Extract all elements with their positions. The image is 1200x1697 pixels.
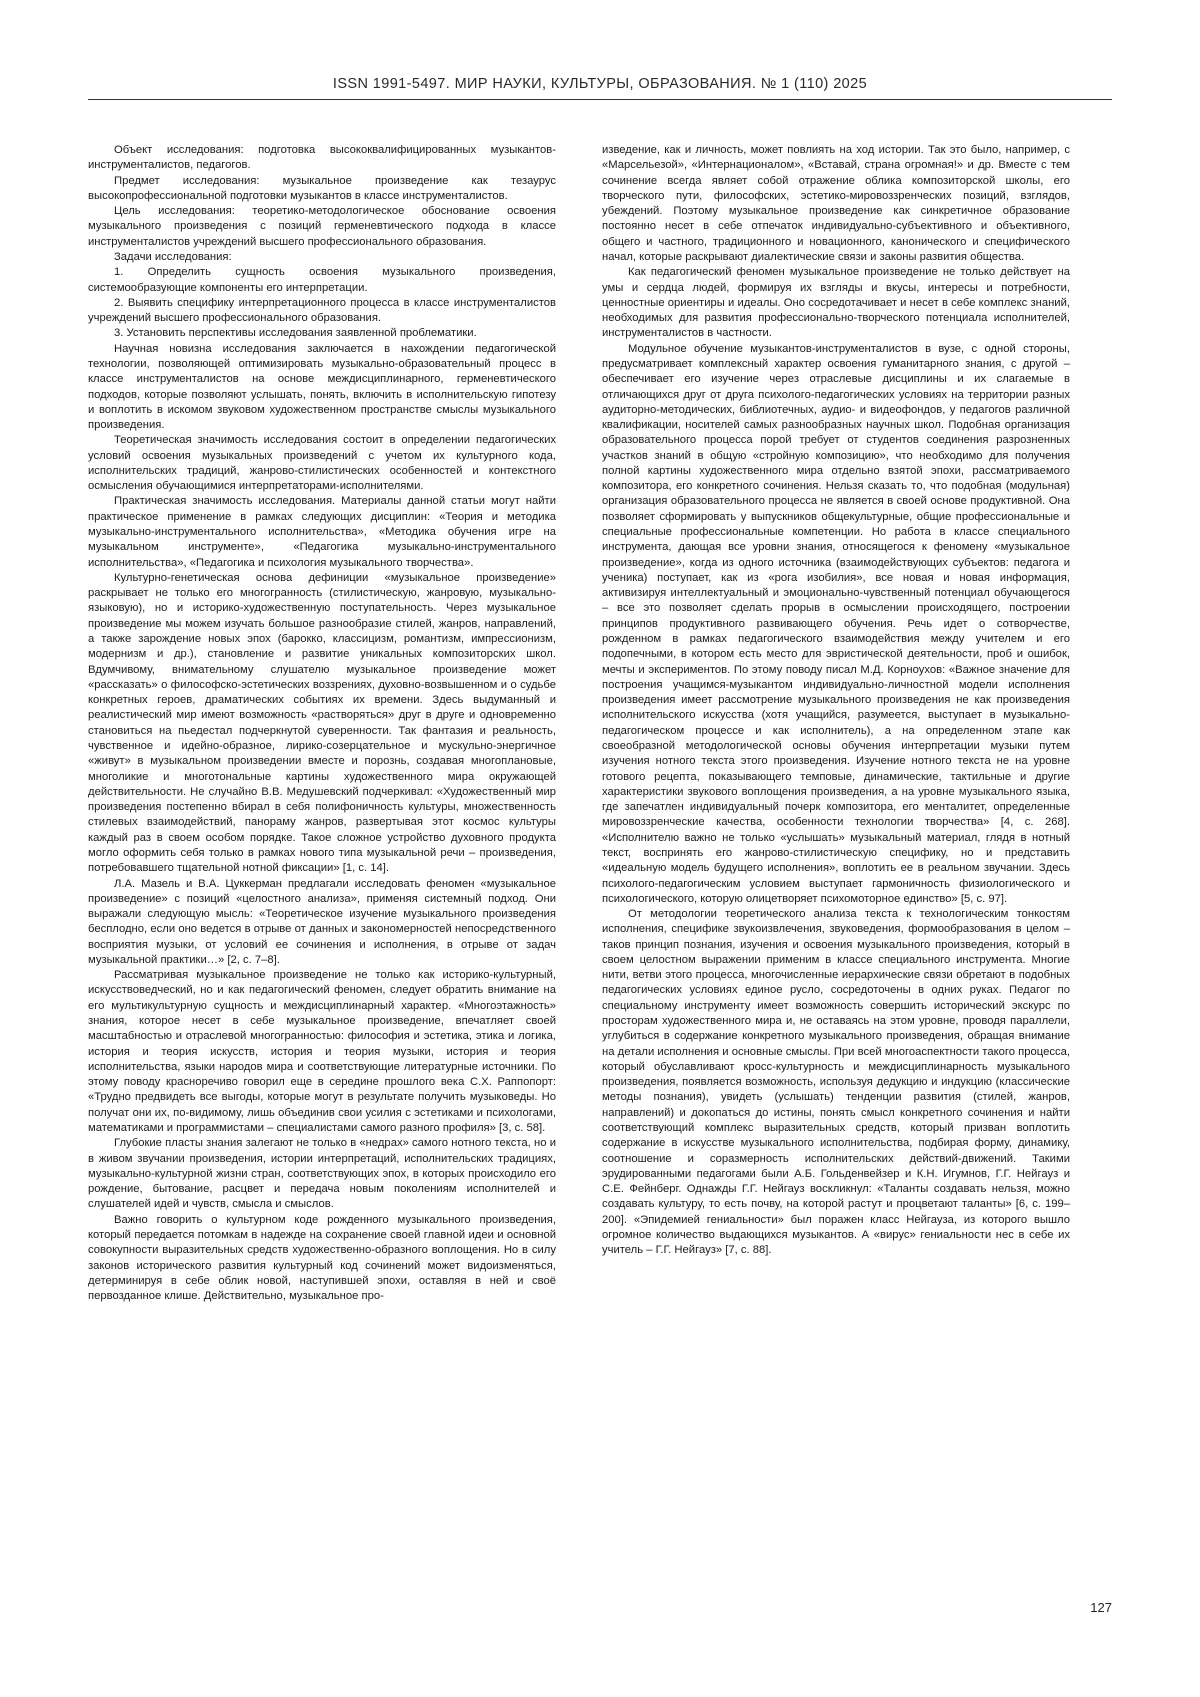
paragraph: Задачи исследования:	[88, 250, 556, 265]
paragraph: Глубокие пласты знания залегают не только в «недрах» самого нотного текста, но и в живом звучании произведения, истории интерпретаций, исполнительских традициях, музыкально-культурной жизни стран, соответствующих эпох, в которых происходило его рождение, бытование, расцвет и передача новым поколениям исполнителей и слушателей идей и чувств, смысла и смыслов.	[88, 1136, 556, 1212]
running-header: ISSN 1991-5497. МИР НАУКИ, КУЛЬТУРЫ, ОБРАЗОВАНИЯ. № 1 (110) 2025	[88, 76, 1112, 92]
paragraph: Научная новизна исследования заключается в нахождении педагогической технологии, позволяющей оптимизировать музыкально-образовательный процесс в классе инструменталистов на основе междисциплинарного, герменевтического подходов, которые позволяют услышать, понять, включить в исполнительскую гипотезу и воплотить в искомом звуковом художественном пространстве смыслы музыкального произведения.	[88, 342, 556, 434]
paragraph: Предмет исследования: музыкальное произведение как тезаурус высокопрофессиональной подготовки музыкантов в классе инструменталистов.	[88, 174, 556, 205]
paragraph: Объект исследования: подготовка высококвалифицированных музыкантов-инструменталистов, педагогов.	[88, 143, 556, 174]
right-column	[602, 143, 1070, 1259]
paragraph: Практическая значимость исследования. Материалы данной статьи могут найти практическое применение в рамках следующих дисциплин: «Теория и методика музыкально-инструментального исполнительства», «Методика обучения игре на музыкальном инструменте», «Педагогика музыкально-инструментального исполнительства», «Педагогика и психология музыкального творчества».	[88, 494, 556, 570]
paragraph: Культурно-генетическая основа дефиниции «музыкальное произведение» раскрывает не только его многогранность (стилистическую, жанровую, музыкально-языковую), но и историко-художественную поступательность. Через музыкальное произведение мы можем изучать большое разнообразие стилей, жанров, направлений, а также зарождение новых эпох (барокко, классицизм, романтизм, импрессионизм, модернизм и др.), становление и развитие уникальных композиторских школ. Вдумчивому, внимательному слушателю музыкальное произведение может «рассказать» о философско-эстетических воззрениях, духовно-возвышенном и о судьбе конкретных героев, драматических событиях их времени. Здесь выдуманный и реалистический мир имеют возможность «растворяться» друг в друге и одновременно становиться на пьедестал подчеркнутой суверенности. Так фантазия и реальность, чувственное и идейно-образное, лирико-созерцательное и мускульно-энергичное «живут» в музыкальном произведении вместе и порознь, создавая многоплановые, многоликие и многотональные картины художественного мира окружающей действительности. Не случайно В.В. Медушевский подчеркивал: «Художественный мир произведения постепенно вбирал в себя полифоничность культуры, множественность стилевых взаимодействий, панораму жанров, развертывая этот космос культуры каждый раз в своем особом порядке. Такое сложное устройство духовного продукта могло оформить себя только в рамках нового типа музыкальной речи – произведения, потребовавшего тщательной нотной фиксации» [1, с. 14].	[88, 571, 556, 877]
left-column	[88, 143, 556, 1304]
paragraph: Цель исследования: теоретико-методологическое обоснование освоения музыкального произведения с позиций герменевтического подхода в классе инструменталистов учреждений высшего профессионального образования.	[88, 204, 556, 250]
paragraph-continuation: изведение, как и личность, может повлиять на ход истории. Так это было, например, с «Марсельезой», «Интернационалом», «Вставай, страна огромная!» и др. Вместе с тем сочинение всегда являет собой отражение облика композиторской школы, его творческого пути, философских, эстетико-мировоззренческих позиций, взглядов, убеждений. Поэтому музыкальное произведение как синкретичное образование постоянно несет в себе отпечаток индивидуально-субъективного и объективного, общего и частного, традиционного и новационного, канонического и специфического начал, которые раскрывают диалектические связи и законы развития общества.	[602, 143, 1070, 265]
page-number: 127	[1040, 1600, 1112, 1615]
paragraph: 1. Определить сущность освоения музыкального произведения, системообразующие компоненты его интерпретации.	[88, 265, 556, 296]
paragraph: Модульное обучение музыкантов-инструменталистов в вузе, с одной стороны, предусматривает комплексный характер освоения гуманитарного знания, с другой – обеспечивает его изучение через отраслевые дисциплины и их слагаемые в отличающихся друг от друга психолого-педагогических условиях на территории разных аудиторно-методических, библиотечных, аудио- и видеофондов, у педагогов различной квалификации, носителей самых разнообразных научных школ. Подобная организация образовательного процесса порой требует от студентов соединения разрозненных участков знаний в общую «стройную композицию», что необходимо для получения полной картины художественного мира отдельно взятой эпохи, рассматриваемого композитора, его конкретного сочинения. Нельзя сказать то, что подобная (модульная) организация образовательного процесса не является в своей основе продуктивной. Она позволяет сформировать у выпускников общекультурные, общие профессиональные и специальные профессиональные компетенции. Но работа в классе специального инструмента, дающая все уровни знания, относящегося к феномену «музыкальное произведение», когда из одного источника (взаимодействующих субъектов: педагога и ученика) поступает, как из «рога изобилия», все новая и новая информация, активизируя интеллектуальный и эмоционально-чувственный потенциал обучающегося – все это позволяет сделать прорыв в осмыслении происходящего, построении принципов продуктивного развивающего обучения. Речь идет о сотворчестве, рожденном в рамках педагогического взаимодействия между учителем и его подопечными, в котором есть место для эвристической деятельности, проб и ошибок, мечты и экспериментов. По этому поводу писал М.Д. Корноухов: «Важное значение для построения учащимся-музыкантом индивидуально-личностной модели исполнения произведения имеет рассмотрение музыкального произведения не как произведения исполнительского искусства (хотя учащийся, разумеется, выступает в музыкально-педагогическом процессе и как исполнитель), а на определенном этапе как своеобразной методологической основы обучения интерпретации музыки путем изучения нотного текста этого произведения. Изучение нотного текста не на уровне готового рецепта, показывающего темповые, динамические, тактильные и другие характеристики звукового воплощения произведения, а на уровне музыкального языка, где запечатлен индивидуальный почерк композитора, его менталитет, определенные мировоззренческие качества, особенности технологии творчества» [4, с. 268]. «Исполнителю важно не только «услышать» музыкальный материал, глядя в нотный текст, воспринять его жанрово-стилистическую специфику, но и представить «идеальную модель будущего исполнения», воплотить ее в реальном звучании. Здесь психолого-педагогическим условием выступает гармоничность физиологического и психологического, которую олицетворяет психомоторное единство» [5, с. 97].	[602, 342, 1070, 907]
paragraph: 3. Установить перспективы исследования заявленной проблематики.	[88, 326, 556, 341]
paragraph: Л.А. Мазель и В.А. Цуккерман предлагали исследовать феномен «музыкальное произведение» с позиций «целостного анализа», применяя системный подход. Они выражали следующую мысль: «Теоретическое изучение музыкального произведения бесплодно, если оно ведется в отрыве от данных и закономерностей непосредственного восприятия музыки, от условий ее сочинения и исполнения, в отрыве от задач музыкальной практики…» [2, с. 7–8].	[88, 877, 556, 969]
paragraph: 2. Выявить специфику интерпретационного процесса в классе инструменталистов учреждений высшего профессионального образования.	[88, 296, 556, 327]
paragraph: Рассматривая музыкальное произведение не только как историко-культурный, искусствоведческий, но и как педагогический феномен, следует обратить внимание на его мультикультурную сущность и междисциплинарный характер. «Многоэтажность» знания, которое несет в себе музыкальное произведение, впечатляет своей масштабностью и отраслевой многогранностью: философия и эстетика, этика и логика, история и теория искусств, история и теория музыки, история и теория исполнительства, языки народов мира и соответствующие литературные источники. По этому поводу красноречиво говорил еще в середине прошлого века С.Х. Раппопорт: «Трудно предвидеть все выгоды, которые могут в результате получить музыковеды. Но получат они их, по-видимому, лишь объединив свои усилия с эстетиками и психологами, математиками и программистами – специалистами самого разного профиля» [3, с. 58].	[88, 968, 556, 1136]
paragraph: От методологии теоретического анализа текста к технологическим тонкостям исполнения, специфике звукоизвлечения, звуковедения, формообразования в целом – таков принцип познания, изучения и освоения музыкального произведения, который в своем целостном выражении применим в классе специального инструмента. Многие нити, ветви этого процесса, многочисленные иерархические связи обретают в подобных педагогических условиях единое русло, сосредоточены в одних руках. Педагог по специальному инструменту имеет возможность совершить исторический экскурс по просторам художественного мира и, не оставаясь на этом уровне, проводя параллели, углубиться в содержание конкретного музыкального произведения, обращая внимание на детали исполнения и основные смыслы. При всей многоаспектности такого процесса, который обуславливают кросс-культурность и междисциплинарность музыкального произведения, появляется возможность, используя дедукцию и индукцию (классические методы познания), увидеть (услышать) тенденции развития (стилей, жанров, направлений) и докопаться до истины, понять смысл конкретного сочинения и найти соответствующий комплекс выразительных средств, который призван воплотить содержание в искусстве музыкального исполнительства, подбирая форму, динамику, соотношение и соразмерность исполнительских действий-движений. Такими эрудированными педагогами были А.Б. Гольденвейзер и К.Н. Игумнов, Г.Г. Нейгауз и С.Е. Фейнберг. Однажды Г.Г. Нейгауз воскликнул: «Таланты создавать нельзя, можно создавать культуру, то есть почву, на которой растут и процветают таланты» [6, с. 199–200]. «Эпидемией гениальности» был поражен класс Нейгауза, из которого вышло огромное количество выдающихся музыкантов. А «вирус» гениальности нес в себе их учитель – Г.Г. Нейгауз» [7, с. 88].	[602, 907, 1070, 1258]
paragraph: Как педагогический феномен музыкальное произведение не только действует на умы и сердца людей, формируя их взгляды и вкусы, интересы и потребности, ценностные ориентиры и идеалы. Оно сосредотачивает и несет в себе комплекс знаний, необходимых для развития профессионально-творческого потенциала исполнителей, инструменталистов в частности.	[602, 265, 1070, 341]
paragraph: Важно говорить о культурном коде рожденного музыкального произведения, который передается потомкам в надежде на сохранение своей главной идеи и основной совокупности выразительных средств художественно-образного воплощения. Но в силу законов исторического развития культурный код сочинений может видоизменяться, детерминируя в себе облик новой, наступившей эпохи, оставляя в ней и своё первозданное клише. Действительно, музыкальное про-	[88, 1213, 556, 1305]
paragraph: Теоретическая значимость исследования состоит в определении педагогических условий освоения музыкальных произведений с учетом их культурного кода, исполнительских традиций, жанрово-стилистических особенностей и контекстного осмысления обучающимися интерпретаторами-исполнителями.	[88, 433, 556, 494]
header-rule	[88, 99, 1112, 100]
